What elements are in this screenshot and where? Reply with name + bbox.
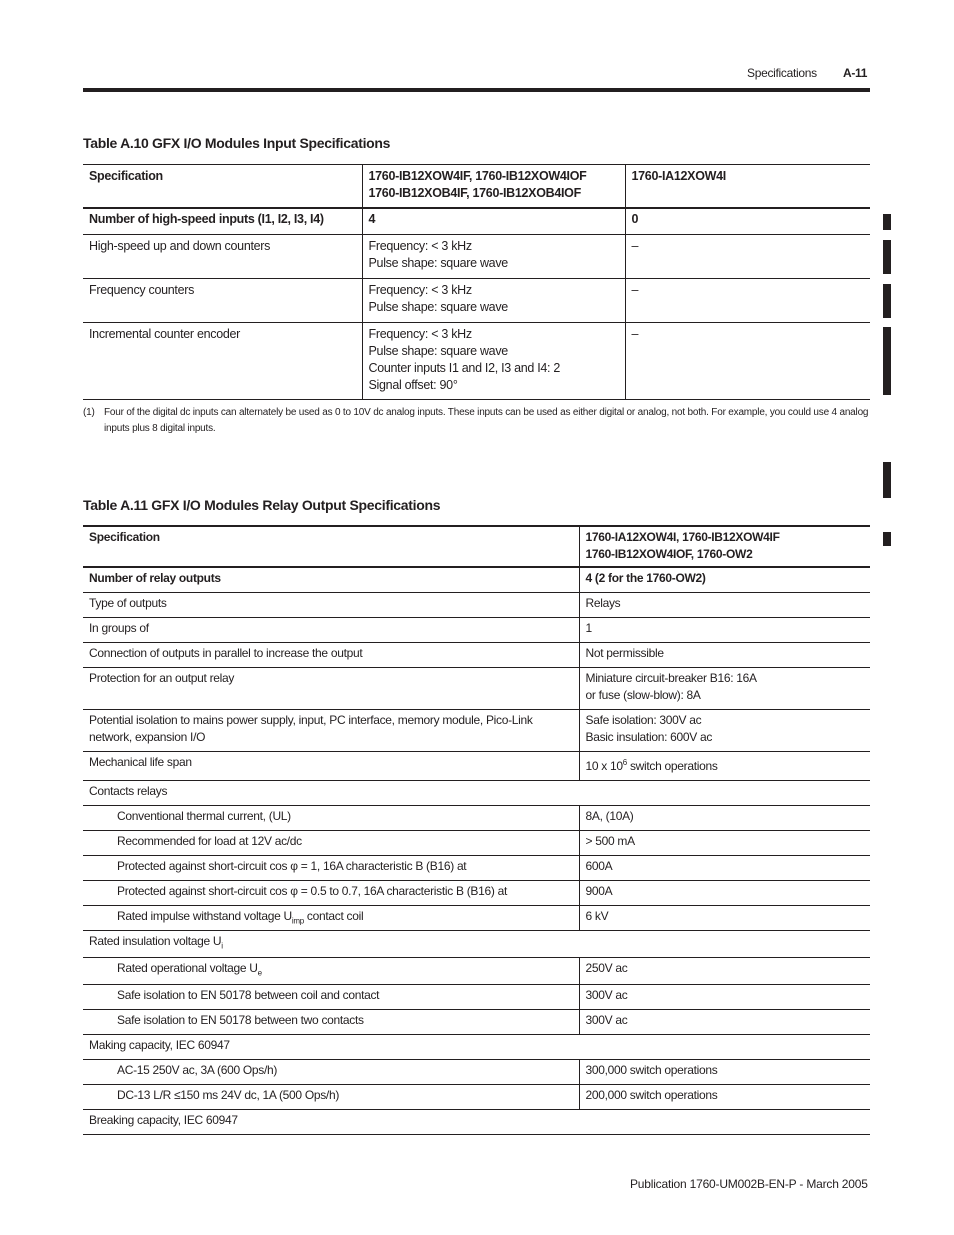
value-cell (362, 279, 625, 323)
spec-cell (83, 958, 579, 985)
change-bar (883, 532, 891, 546)
spec-cell: Safe isolation to EN 50178 between coil and contact (83, 985, 579, 1010)
value-line: Frequency: < 3 kHz (368, 239, 472, 253)
spec-cell: Frequency counters (83, 279, 362, 323)
value-cell: 250V ac (579, 958, 870, 985)
value-line: Miniature circuit-breaker B16: 16A (585, 671, 757, 685)
table-row (83, 881, 870, 906)
value-cell (362, 235, 625, 279)
table-row (83, 906, 870, 931)
group-label-cell: Contacts relays (83, 781, 870, 806)
value-cell (362, 323, 625, 400)
value-line: Pulse shape: square wave (368, 256, 508, 270)
spec-cell (83, 710, 579, 752)
value-line: or fuse (slow-blow): 8A (585, 688, 701, 702)
table-a10 (83, 164, 870, 400)
header-line: 1760-IA12XOW4I (631, 169, 726, 183)
spec-subscript: e (257, 968, 262, 978)
change-bar (883, 240, 891, 274)
value-cell (625, 323, 870, 400)
spec-cell: Connection of outputs in parallel to increase the output (83, 643, 579, 668)
value-cell: 900A (579, 881, 870, 906)
table-row (83, 567, 870, 593)
column-header-ia12-module (625, 165, 870, 209)
table-group-row (83, 1110, 870, 1135)
value-cell: 8A, (10A) (579, 806, 870, 831)
value-line: Counter inputs I1 and I2, I3 and I4: 2 (368, 361, 561, 375)
table-row (83, 831, 870, 856)
spec-cell: Protected against short-circuit cos φ = 0.5 to 0.7, 16A characteristic B (B16) at (83, 881, 579, 906)
column-header-relay-modules (579, 526, 870, 567)
table-row (83, 323, 870, 400)
table-row (83, 1060, 870, 1085)
value-cell: Not permissible (579, 643, 870, 668)
spec-cell: AC-15 250V ac, 3A (600 Ops/h) (83, 1060, 579, 1085)
table-header-row (83, 526, 870, 567)
table-row (83, 208, 870, 235)
value-line: Pulse shape: square wave (368, 300, 508, 314)
table-row (83, 1085, 870, 1110)
spec-cell (83, 906, 579, 931)
value-cell: Relays (579, 593, 870, 618)
table-row (83, 958, 870, 985)
header-line: 1760-IA12XOW4I, 1760-IB12XOW4IF (585, 530, 780, 544)
value-exponent: 6 (622, 758, 627, 767)
value-line: 0 (631, 212, 639, 226)
value-cell: 6 kV (579, 906, 870, 931)
table-row (83, 806, 870, 831)
change-bar (883, 284, 891, 318)
spec-base: Rated operational voltage U (117, 961, 258, 975)
table-row (83, 235, 870, 279)
spec-cell: Recommended for load at 12V ac/dc (83, 831, 579, 856)
header-line: 1760-IB12XOB4IF, 1760-IB12XOB4IOF (368, 186, 581, 200)
header-line: 1760-IB12XOW4IF, 1760-IB12XOW4IOF (368, 169, 587, 183)
table-header-row (83, 165, 870, 209)
header-line: Specification (89, 530, 160, 544)
footnote-marker: (1) (83, 407, 95, 418)
table-group-row (83, 781, 870, 806)
footnote-text: Four of the digital dc inputs can alternately be used as 0 to 10V dc analog inputs. These inputs can be used as either digital or analog, not both. For example, you could use 4 analog inputs plus 8 digital inputs. (104, 407, 869, 434)
running-header-section: Specifications (747, 66, 817, 80)
column-header-specification (83, 165, 362, 209)
table-group-row (83, 1035, 870, 1060)
spec-cell: Conventional thermal current, (UL) (83, 806, 579, 831)
spec-line: network, expansion I/O (89, 730, 206, 744)
table-row (83, 856, 870, 881)
value-cell (362, 208, 625, 235)
value-cell (579, 752, 870, 781)
table-row (83, 1010, 870, 1035)
value-line: Frequency: < 3 kHz (368, 327, 472, 341)
spec-cell: Safe isolation to EN 50178 between two contacts (83, 1010, 579, 1035)
value-cell: 300,000 switch operations (579, 1060, 870, 1085)
value-cell: 4 (2 for the 1760-OW2) (579, 567, 870, 593)
group-label-cell: Making capacity, IEC 60947 (83, 1035, 870, 1060)
table-row (83, 710, 870, 752)
value-cell: 600A (579, 856, 870, 881)
table-row (83, 643, 870, 668)
publication-footer: Publication 1760-UM002B-EN-P - March 2005 (630, 1177, 868, 1191)
page-number: A-11 (843, 66, 868, 80)
header-line: 1760-IB12XOW4IOF, 1760-OW2 (585, 547, 753, 561)
value-line: Safe isolation: 300V ac (585, 713, 702, 727)
table-a11 (83, 525, 870, 1135)
value-cell: 300V ac (579, 1010, 870, 1035)
value-line: Pulse shape: square wave (368, 344, 508, 358)
spec-cell: Protection for an output relay (83, 668, 579, 710)
table-row (83, 668, 870, 710)
group-label-cell (83, 931, 870, 958)
spec-subscript: imp (291, 916, 304, 926)
group-label-cell: Breaking capacity, IEC 60947 (83, 1110, 870, 1135)
table-row (83, 279, 870, 323)
change-bar (883, 327, 891, 395)
table-row (83, 618, 870, 643)
spec-cell: Protected against short-circuit cos φ = 1, 16A characteristic B (B16) at (83, 856, 579, 881)
value-cell (625, 208, 870, 235)
value-unit: switch operations (626, 759, 718, 773)
value-cell (625, 235, 870, 279)
spec-cell: Number of high-speed inputs (I1, I2, I3, I4) (83, 208, 362, 235)
spec-cell: Type of outputs (83, 593, 579, 618)
value-line: – (631, 327, 639, 341)
table-group-row (83, 931, 870, 958)
spec-cell: Number of relay outputs (83, 567, 579, 593)
value-line: Signal offset: 90° (368, 378, 458, 392)
value-cell: 200,000 switch operations (579, 1085, 870, 1110)
value-cell (579, 710, 870, 752)
header-line: Specification (89, 169, 163, 183)
spec-cell: High-speed up and down counters (83, 235, 362, 279)
spec-base: Rated impulse withstand voltage U (117, 909, 292, 923)
header-rule (83, 88, 870, 92)
value-line: 4 (368, 212, 376, 226)
spec-cell: Mechanical life span (83, 752, 579, 781)
table-a10-title: Table A.10 GFX I/O Modules Input Specifications (83, 135, 391, 151)
column-header-specification (83, 526, 579, 567)
value-line: Frequency: < 3 kHz (368, 283, 472, 297)
value-cell (625, 279, 870, 323)
change-bar (883, 462, 891, 498)
spec-subscript: i (221, 941, 223, 951)
value-cell: > 500 mA (579, 831, 870, 856)
value-cell: 300V ac (579, 985, 870, 1010)
value-line: – (631, 239, 639, 253)
spec-cell: In groups of (83, 618, 579, 643)
column-header-ib12-modules (362, 165, 625, 209)
value-line: Basic insulation: 600V ac (585, 730, 713, 744)
spec-rest: contact coil (303, 909, 364, 923)
spec-line: Potential isolation to mains power supply, input, PC interface, memory module, Pico-Link (89, 713, 533, 727)
value-line: – (631, 283, 639, 297)
spec-cell: Incremental counter encoder (83, 323, 362, 400)
table-row (83, 593, 870, 618)
table-row (83, 752, 870, 781)
value-cell (579, 668, 870, 710)
table-row (83, 985, 870, 1010)
value-cell: 1 (579, 618, 870, 643)
value-base: 10 x 10 (585, 759, 623, 773)
table-a11-title: Table A.11 GFX I/O Modules Relay Output Specifications (83, 497, 441, 513)
spec-base: Rated insulation voltage U (89, 934, 222, 948)
spec-cell: DC-13 L/R ≤150 ms 24V dc, 1A (500 Ops/h) (83, 1085, 579, 1110)
change-bar (883, 214, 891, 230)
